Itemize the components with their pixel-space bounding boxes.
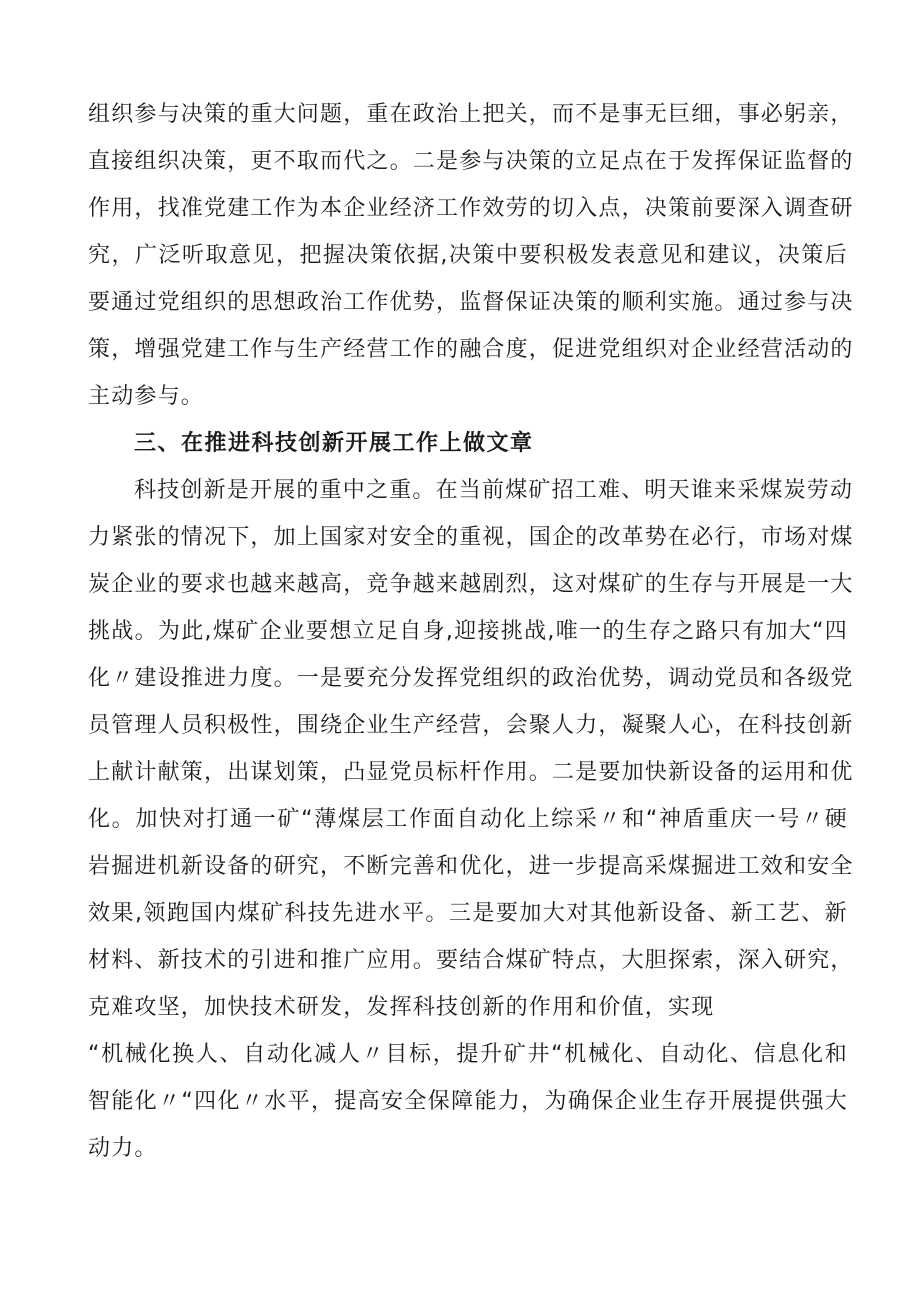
body-text-line: 直接组织决策，更不取而代之。二是参与决策的立足点在于发挥保证监督的	[88, 149, 854, 174]
body-text-line: 科技创新是开展的重中之重。在当前煤矿招工难、明天谁来采煤炭劳动	[134, 478, 854, 503]
body-text-line: 材料、新技术的引进和推广应用。要结合煤矿特点，大胆探索，深入研究，	[88, 948, 854, 973]
body-text-line: 员管理人员积极性，围绕企业生产经营，会聚人力，凝聚人心，在科技创新	[88, 713, 854, 738]
body-text-line: 化〃建设推进力度。一是要充分发挥党组织的政治优势，调动党员和各级党	[88, 666, 854, 691]
body-text-line: 究，广泛听取意见，把握决策依据,决策中要积极发表意见和建议，决策后	[88, 243, 848, 268]
section-heading: 三、在推进科技创新开展工作上做文章	[134, 431, 534, 456]
body-text-line: 智能化〃“四化〃水平，提高安全保障能力，为确保企业生存开展提供强大	[88, 1089, 848, 1114]
body-text-line: 效果,领跑国内煤矿科技先进水平。三是要加大对其他新设备、新工艺、新	[88, 901, 848, 926]
body-text-line: 岩掘进机新设备的研究，不断完善和优化，进一步提高采煤掘进工效和安全	[88, 854, 854, 879]
body-text-line: 上献计献策，出谋划策，凸显党员标杆作用。二是要加快新设备的运用和优	[88, 760, 854, 785]
body-text-line: 力紧张的情况下，加上国家对安全的重视，国企的改革势在必行，市场对煤	[88, 525, 854, 550]
body-text-line: 组织参与决策的重大问题，重在政治上把关，而不是事无巨细，事必躬亲，	[88, 102, 854, 127]
body-text-line: 炭企业的要求也越来越高，竞争越来越剧烈，这对煤矿的生存与开展是一大	[88, 572, 854, 597]
body-text-line: 动力。	[88, 1136, 158, 1161]
body-text-line: 要通过党组织的思想政治工作优势，监督保证决策的顺利实施。通过参与决	[88, 290, 854, 315]
body-text-line: 化。加快对打通一矿“薄煤层工作面自动化上综采〃和“神盾重庆一号〃硬	[88, 807, 848, 832]
body-text-line: “机械化换人、自动化减人〃目标，提升矿井“机械化、自动化、信息化和	[88, 1042, 848, 1067]
body-text-line: 主动参与。	[88, 384, 205, 409]
body-text-line: 挑战。为此,煤矿企业要想立足自身,迎接挑战,唯一的生存之路只有加大“四	[88, 619, 848, 644]
body-text-line: 克难攻坚，加快技术研发，发挥科技创新的作用和价值，实现	[88, 995, 715, 1020]
body-text-line: 策，增强党建工作与生产经营工作的融合度，促进党组织对企业经营活动的	[88, 337, 854, 362]
body-text-line: 作用，找准党建工作为本企业经济工作效劳的切入点，决策前要深入调查研	[88, 196, 854, 221]
